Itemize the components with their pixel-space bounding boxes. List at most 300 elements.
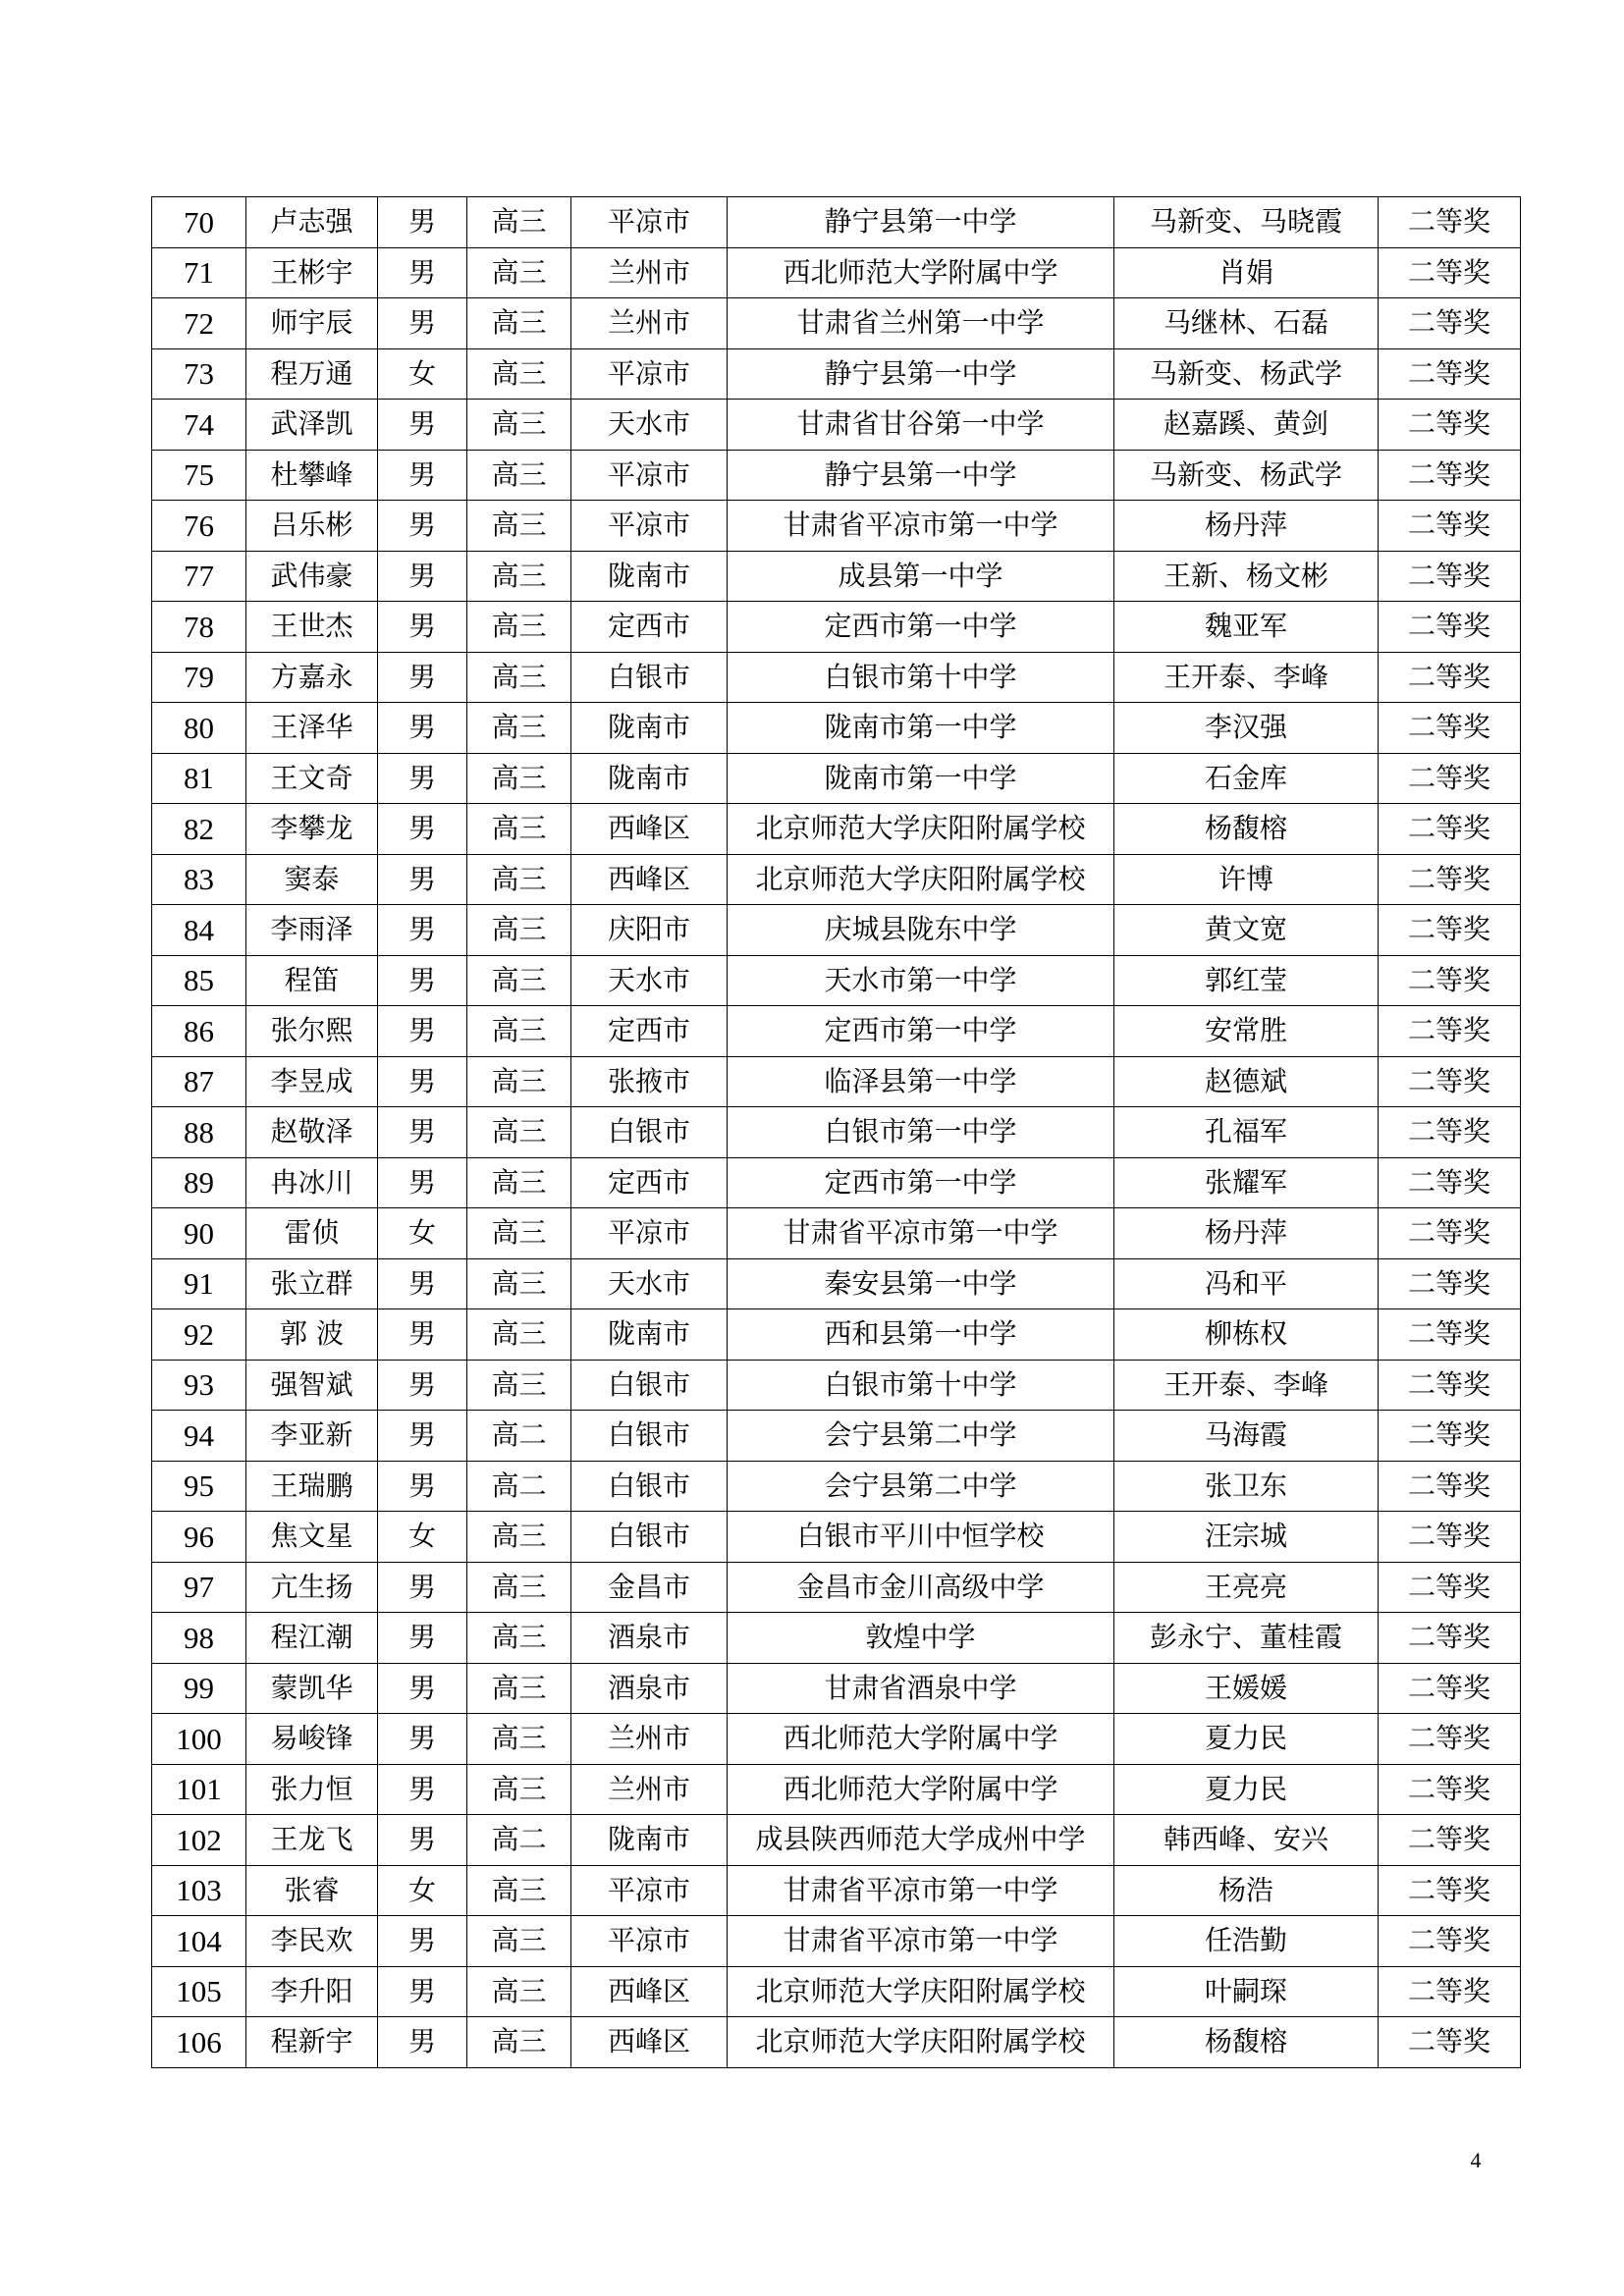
award-level-cell: 二等奖: [1379, 1512, 1521, 1563]
gender-cell: 男: [378, 1056, 467, 1107]
region-cell: 平凉市: [571, 450, 728, 501]
region-cell: 白银市: [571, 1461, 728, 1512]
advisor-cell: 彭永宁、董桂霞: [1114, 1613, 1379, 1664]
grade-cell: 高三: [467, 1157, 571, 1208]
student-name-cell: 王瑞鹏: [246, 1461, 378, 1512]
advisor-cell: 马新变、马晓霞: [1114, 197, 1379, 248]
grade-cell: 高三: [467, 1613, 571, 1664]
advisor-cell: 肖娟: [1114, 247, 1379, 298]
row-number-cell: 93: [152, 1360, 246, 1411]
advisor-cell: 赵德斌: [1114, 1056, 1379, 1107]
award-level-cell: 二等奖: [1379, 1006, 1521, 1057]
award-rows: [152, 197, 1521, 2068]
school-cell: 会宁县第二中学: [728, 1411, 1114, 1462]
school-cell: 庆城县陇东中学: [728, 905, 1114, 956]
region-cell: 陇南市: [571, 703, 728, 754]
grade-cell: 高三: [467, 1714, 571, 1765]
region-cell: 张掖市: [571, 1056, 728, 1107]
advisor-cell: 王新、杨文彬: [1114, 551, 1379, 602]
school-cell: 静宁县第一中学: [728, 197, 1114, 248]
gender-cell: 男: [378, 1360, 467, 1411]
region-cell: 金昌市: [571, 1562, 728, 1613]
row-number-cell: 90: [152, 1208, 246, 1259]
region-cell: 西峰区: [571, 1966, 728, 2017]
advisor-cell: 赵嘉蹊、黄剑: [1114, 400, 1379, 451]
award-level-cell: 二等奖: [1379, 1157, 1521, 1208]
row-number-cell: 86: [152, 1006, 246, 1057]
table-row: [152, 703, 1521, 754]
advisor-cell: 黄文宽: [1114, 905, 1379, 956]
student-name-cell: 李雨泽: [246, 905, 378, 956]
row-number-cell: 98: [152, 1613, 246, 1664]
grade-cell: 高三: [467, 197, 571, 248]
grade-cell: 高三: [467, 348, 571, 400]
table-row: [152, 1512, 1521, 1563]
student-name-cell: 赵敬泽: [246, 1107, 378, 1158]
school-cell: 白银市第十中学: [728, 1360, 1114, 1411]
table-row: [152, 1157, 1521, 1208]
grade-cell: 高三: [467, 1562, 571, 1613]
advisor-cell: 李汉强: [1114, 703, 1379, 754]
award-level-cell: 二等奖: [1379, 1258, 1521, 1309]
gender-cell: 男: [378, 1815, 467, 1866]
grade-cell: 高三: [467, 1107, 571, 1158]
school-cell: 定西市第一中学: [728, 602, 1114, 653]
region-cell: 平凉市: [571, 348, 728, 400]
advisor-cell: 柳栋权: [1114, 1309, 1379, 1361]
row-number-cell: 99: [152, 1663, 246, 1714]
gender-cell: 男: [378, 854, 467, 905]
grade-cell: 高三: [467, 753, 571, 804]
row-number-cell: 104: [152, 1916, 246, 1967]
table-row: [152, 854, 1521, 905]
table-row: [152, 1613, 1521, 1664]
advisor-cell: 马继林、石磊: [1114, 298, 1379, 349]
award-level-cell: 二等奖: [1379, 1208, 1521, 1259]
row-number-cell: 77: [152, 551, 246, 602]
student-name-cell: 武泽凯: [246, 400, 378, 451]
grade-cell: 高三: [467, 298, 571, 349]
award-level-cell: 二等奖: [1379, 551, 1521, 602]
advisor-cell: 叶嗣琛: [1114, 1966, 1379, 2017]
school-cell: 会宁县第二中学: [728, 1461, 1114, 1512]
school-cell: 甘肃省酒泉中学: [728, 1663, 1114, 1714]
advisor-cell: 马新变、杨武学: [1114, 450, 1379, 501]
table-row: [152, 348, 1521, 400]
table-row: [152, 400, 1521, 451]
student-name-cell: 杜攀峰: [246, 450, 378, 501]
region-cell: 兰州市: [571, 1764, 728, 1815]
gender-cell: 男: [378, 703, 467, 754]
gender-cell: 女: [378, 1865, 467, 1916]
gender-cell: 男: [378, 1157, 467, 1208]
region-cell: 白银市: [571, 1107, 728, 1158]
gender-cell: 男: [378, 197, 467, 248]
row-number-cell: 102: [152, 1815, 246, 1866]
award-level-cell: 二等奖: [1379, 1764, 1521, 1815]
award-level-cell: 二等奖: [1379, 1916, 1521, 1967]
table-row: [152, 1916, 1521, 1967]
award-level-cell: 二等奖: [1379, 1411, 1521, 1462]
table-row: [152, 1258, 1521, 1309]
school-cell: 甘肃省甘谷第一中学: [728, 400, 1114, 451]
student-name-cell: 李攀龙: [246, 804, 378, 855]
row-number-cell: 82: [152, 804, 246, 855]
grade-cell: 高三: [467, 905, 571, 956]
gender-cell: 男: [378, 1461, 467, 1512]
region-cell: 西峰区: [571, 804, 728, 855]
school-cell: 西北师范大学附属中学: [728, 1764, 1114, 1815]
table-row: [152, 2017, 1521, 2068]
region-cell: 天水市: [571, 1258, 728, 1309]
table-row: [152, 1865, 1521, 1916]
table-row: [152, 1006, 1521, 1057]
advisor-cell: 杨馥榕: [1114, 2017, 1379, 2068]
student-name-cell: 王世杰: [246, 602, 378, 653]
award-list-table: [151, 196, 1521, 2068]
row-number-cell: 78: [152, 602, 246, 653]
region-cell: 西峰区: [571, 854, 728, 905]
grade-cell: 高三: [467, 1360, 571, 1411]
student-name-cell: 师宇辰: [246, 298, 378, 349]
grade-cell: 高三: [467, 1764, 571, 1815]
school-cell: 敦煌中学: [728, 1613, 1114, 1664]
student-name-cell: 武伟豪: [246, 551, 378, 602]
table-row: [152, 905, 1521, 956]
table-row: [152, 501, 1521, 552]
award-level-cell: 二等奖: [1379, 753, 1521, 804]
advisor-cell: 魏亚军: [1114, 602, 1379, 653]
student-name-cell: 王泽华: [246, 703, 378, 754]
row-number-cell: 76: [152, 501, 246, 552]
award-level-cell: 二等奖: [1379, 1107, 1521, 1158]
region-cell: 陇南市: [571, 753, 728, 804]
award-level-cell: 二等奖: [1379, 450, 1521, 501]
table-row: [152, 551, 1521, 602]
row-number-cell: 81: [152, 753, 246, 804]
row-number-cell: 96: [152, 1512, 246, 1563]
gender-cell: 男: [378, 1663, 467, 1714]
grade-cell: 高三: [467, 1309, 571, 1361]
school-cell: 甘肃省兰州第一中学: [728, 298, 1114, 349]
region-cell: 白银市: [571, 1512, 728, 1563]
student-name-cell: 王彬宇: [246, 247, 378, 298]
student-name-cell: 冉冰川: [246, 1157, 378, 1208]
student-name-cell: 程江潮: [246, 1613, 378, 1664]
region-cell: 庆阳市: [571, 905, 728, 956]
grade-cell: 高三: [467, 501, 571, 552]
school-cell: 秦安县第一中学: [728, 1258, 1114, 1309]
student-name-cell: 李民欢: [246, 1916, 378, 1967]
award-level-cell: 二等奖: [1379, 247, 1521, 298]
advisor-cell: 马新变、杨武学: [1114, 348, 1379, 400]
row-number-cell: 92: [152, 1309, 246, 1361]
grade-cell: 高三: [467, 854, 571, 905]
advisor-cell: 王亮亮: [1114, 1562, 1379, 1613]
row-number-cell: 95: [152, 1461, 246, 1512]
award-level-cell: 二等奖: [1379, 1815, 1521, 1866]
award-level-cell: 二等奖: [1379, 1562, 1521, 1613]
grade-cell: 高二: [467, 1815, 571, 1866]
row-number-cell: 91: [152, 1258, 246, 1309]
advisor-cell: 冯和平: [1114, 1258, 1379, 1309]
gender-cell: 男: [378, 1966, 467, 2017]
region-cell: 平凉市: [571, 501, 728, 552]
table-row: [152, 1360, 1521, 1411]
grade-cell: 高三: [467, 551, 571, 602]
gender-cell: 男: [378, 1107, 467, 1158]
school-cell: 西和县第一中学: [728, 1309, 1114, 1361]
table-row: [152, 602, 1521, 653]
region-cell: 天水市: [571, 400, 728, 451]
student-name-cell: 程万通: [246, 348, 378, 400]
award-level-cell: 二等奖: [1379, 905, 1521, 956]
row-number-cell: 87: [152, 1056, 246, 1107]
school-cell: 北京师范大学庆阳附属学校: [728, 854, 1114, 905]
gender-cell: 男: [378, 602, 467, 653]
grade-cell: 高三: [467, 804, 571, 855]
row-number-cell: 106: [152, 2017, 246, 2068]
student-name-cell: 蒙凯华: [246, 1663, 378, 1714]
row-number-cell: 73: [152, 348, 246, 400]
advisor-cell: 杨浩: [1114, 1865, 1379, 1916]
row-number-cell: 83: [152, 854, 246, 905]
table-row: [152, 1714, 1521, 1765]
award-level-cell: 二等奖: [1379, 602, 1521, 653]
grade-cell: 高三: [467, 652, 571, 703]
student-name-cell: 张睿: [246, 1865, 378, 1916]
grade-cell: 高三: [467, 400, 571, 451]
row-number-cell: 85: [152, 955, 246, 1006]
gender-cell: 男: [378, 1309, 467, 1361]
school-cell: 静宁县第一中学: [728, 348, 1114, 400]
gender-cell: 男: [378, 450, 467, 501]
award-level-cell: 二等奖: [1379, 1360, 1521, 1411]
row-number-cell: 71: [152, 247, 246, 298]
region-cell: 平凉市: [571, 1208, 728, 1259]
table-row: [152, 1764, 1521, 1815]
award-level-cell: 二等奖: [1379, 1865, 1521, 1916]
row-number-cell: 74: [152, 400, 246, 451]
advisor-cell: 杨馥榕: [1114, 804, 1379, 855]
student-name-cell: 窦泰: [246, 854, 378, 905]
table-row: [152, 1815, 1521, 1866]
gender-cell: 男: [378, 1764, 467, 1815]
award-level-cell: 二等奖: [1379, 348, 1521, 400]
advisor-cell: 汪宗城: [1114, 1512, 1379, 1563]
row-number-cell: 75: [152, 450, 246, 501]
grade-cell: 高三: [467, 1966, 571, 2017]
student-name-cell: 卢志强: [246, 197, 378, 248]
row-number-cell: 105: [152, 1966, 246, 2017]
grade-cell: 高三: [467, 1916, 571, 1967]
gender-cell: 男: [378, 955, 467, 1006]
region-cell: 定西市: [571, 1006, 728, 1057]
student-name-cell: 张立群: [246, 1258, 378, 1309]
school-cell: 西北师范大学附属中学: [728, 247, 1114, 298]
table-row: [152, 1562, 1521, 1613]
student-name-cell: 张力恒: [246, 1764, 378, 1815]
gender-cell: 男: [378, 2017, 467, 2068]
student-name-cell: 张尔熙: [246, 1006, 378, 1057]
award-level-cell: 二等奖: [1379, 501, 1521, 552]
row-number-cell: 89: [152, 1157, 246, 1208]
gender-cell: 男: [378, 1411, 467, 1462]
region-cell: 酒泉市: [571, 1663, 728, 1714]
gender-cell: 男: [378, 804, 467, 855]
advisor-cell: 王开泰、李峰: [1114, 652, 1379, 703]
advisor-cell: 杨丹萍: [1114, 1208, 1379, 1259]
award-level-cell: 二等奖: [1379, 1663, 1521, 1714]
table-row: [152, 1208, 1521, 1259]
gender-cell: 男: [378, 501, 467, 552]
region-cell: 白银市: [571, 1360, 728, 1411]
gender-cell: 男: [378, 1562, 467, 1613]
school-cell: 金昌市金川高级中学: [728, 1562, 1114, 1613]
grade-cell: 高三: [467, 1512, 571, 1563]
student-name-cell: 吕乐彬: [246, 501, 378, 552]
grade-cell: 高三: [467, 955, 571, 1006]
gender-cell: 男: [378, 551, 467, 602]
region-cell: 陇南市: [571, 1309, 728, 1361]
school-cell: 甘肃省平凉市第一中学: [728, 1208, 1114, 1259]
grade-cell: 高三: [467, 1663, 571, 1714]
school-cell: 北京师范大学庆阳附属学校: [728, 804, 1114, 855]
table-row: [152, 1461, 1521, 1512]
gender-cell: 女: [378, 1208, 467, 1259]
award-level-cell: 二等奖: [1379, 1714, 1521, 1765]
award-level-cell: 二等奖: [1379, 1613, 1521, 1664]
grade-cell: 高三: [467, 450, 571, 501]
advisor-cell: 夏力民: [1114, 1714, 1379, 1765]
region-cell: 西峰区: [571, 2017, 728, 2068]
row-number-cell: 72: [152, 298, 246, 349]
table-row: [152, 247, 1521, 298]
region-cell: 酒泉市: [571, 1613, 728, 1664]
school-cell: 甘肃省平凉市第一中学: [728, 501, 1114, 552]
region-cell: 陇南市: [571, 1815, 728, 1866]
student-name-cell: 焦文星: [246, 1512, 378, 1563]
grade-cell: 高三: [467, 1056, 571, 1107]
row-number-cell: 70: [152, 197, 246, 248]
grade-cell: 高三: [467, 247, 571, 298]
award-level-cell: 二等奖: [1379, 652, 1521, 703]
award-level-cell: 二等奖: [1379, 955, 1521, 1006]
award-level-cell: 二等奖: [1379, 2017, 1521, 2068]
award-level-cell: 二等奖: [1379, 804, 1521, 855]
gender-cell: 男: [378, 1613, 467, 1664]
school-cell: 西北师范大学附属中学: [728, 1714, 1114, 1765]
student-name-cell: 王文奇: [246, 753, 378, 804]
grade-cell: 高三: [467, 1258, 571, 1309]
gender-cell: 男: [378, 1006, 467, 1057]
region-cell: 兰州市: [571, 247, 728, 298]
student-name-cell: 李升阳: [246, 1966, 378, 2017]
school-cell: 北京师范大学庆阳附属学校: [728, 2017, 1114, 2068]
gender-cell: 女: [378, 1512, 467, 1563]
gender-cell: 女: [378, 348, 467, 400]
student-name-cell: 强智斌: [246, 1360, 378, 1411]
student-name-cell: 方嘉永: [246, 652, 378, 703]
row-number-cell: 79: [152, 652, 246, 703]
school-cell: 定西市第一中学: [728, 1157, 1114, 1208]
region-cell: 兰州市: [571, 298, 728, 349]
table-row: [152, 1966, 1521, 2017]
student-name-cell: 亢生扬: [246, 1562, 378, 1613]
school-cell: 甘肃省平凉市第一中学: [728, 1916, 1114, 1967]
row-number-cell: 94: [152, 1411, 246, 1462]
school-cell: 白银市第十中学: [728, 652, 1114, 703]
advisor-cell: 王开泰、李峰: [1114, 1360, 1379, 1411]
school-cell: 白银市第一中学: [728, 1107, 1114, 1158]
award-level-cell: 二等奖: [1379, 703, 1521, 754]
row-number-cell: 100: [152, 1714, 246, 1765]
row-number-cell: 103: [152, 1865, 246, 1916]
advisor-cell: 张卫东: [1114, 1461, 1379, 1512]
school-cell: 北京师范大学庆阳附属学校: [728, 1966, 1114, 2017]
table-row: [152, 1056, 1521, 1107]
row-number-cell: 84: [152, 905, 246, 956]
table-row: [152, 652, 1521, 703]
row-number-cell: 80: [152, 703, 246, 754]
award-level-cell: 二等奖: [1379, 197, 1521, 248]
school-cell: 甘肃省平凉市第一中学: [728, 1865, 1114, 1916]
school-cell: 陇南市第一中学: [728, 753, 1114, 804]
gender-cell: 男: [378, 298, 467, 349]
table-row: [152, 1107, 1521, 1158]
award-level-cell: 二等奖: [1379, 1461, 1521, 1512]
student-name-cell: 程笛: [246, 955, 378, 1006]
advisor-cell: 许博: [1114, 854, 1379, 905]
grade-cell: 高三: [467, 2017, 571, 2068]
school-cell: 成县第一中学: [728, 551, 1114, 602]
table-row: [152, 1309, 1521, 1361]
advisor-cell: 郭红莹: [1114, 955, 1379, 1006]
student-name-cell: 程新宇: [246, 2017, 378, 2068]
school-cell: 定西市第一中学: [728, 1006, 1114, 1057]
table-row: [152, 955, 1521, 1006]
student-name-cell: 李亚新: [246, 1411, 378, 1462]
award-level-cell: 二等奖: [1379, 1056, 1521, 1107]
gender-cell: 男: [378, 905, 467, 956]
table-row: [152, 1663, 1521, 1714]
table-row: [152, 450, 1521, 501]
grade-cell: 高三: [467, 703, 571, 754]
gender-cell: 男: [378, 1916, 467, 1967]
advisor-cell: 韩西峰、安兴: [1114, 1815, 1379, 1866]
school-cell: 天水市第一中学: [728, 955, 1114, 1006]
gender-cell: 男: [378, 753, 467, 804]
table-row: [152, 1411, 1521, 1462]
award-level-cell: 二等奖: [1379, 1966, 1521, 2017]
region-cell: 陇南市: [571, 551, 728, 602]
advisor-cell: 安常胜: [1114, 1006, 1379, 1057]
school-cell: 成县陕西师范大学成州中学: [728, 1815, 1114, 1866]
row-number-cell: 88: [152, 1107, 246, 1158]
student-name-cell: 易峻锋: [246, 1714, 378, 1765]
school-cell: 临泽县第一中学: [728, 1056, 1114, 1107]
region-cell: 平凉市: [571, 1916, 728, 1967]
grade-cell: 高二: [467, 1411, 571, 1462]
advisor-cell: 马海霞: [1114, 1411, 1379, 1462]
row-number-cell: 101: [152, 1764, 246, 1815]
row-number-cell: 97: [152, 1562, 246, 1613]
gender-cell: 男: [378, 400, 467, 451]
student-name-cell: 王龙飞: [246, 1815, 378, 1866]
grade-cell: 高三: [467, 1865, 571, 1916]
advisor-cell: 王媛媛: [1114, 1663, 1379, 1714]
grade-cell: 高三: [467, 1006, 571, 1057]
